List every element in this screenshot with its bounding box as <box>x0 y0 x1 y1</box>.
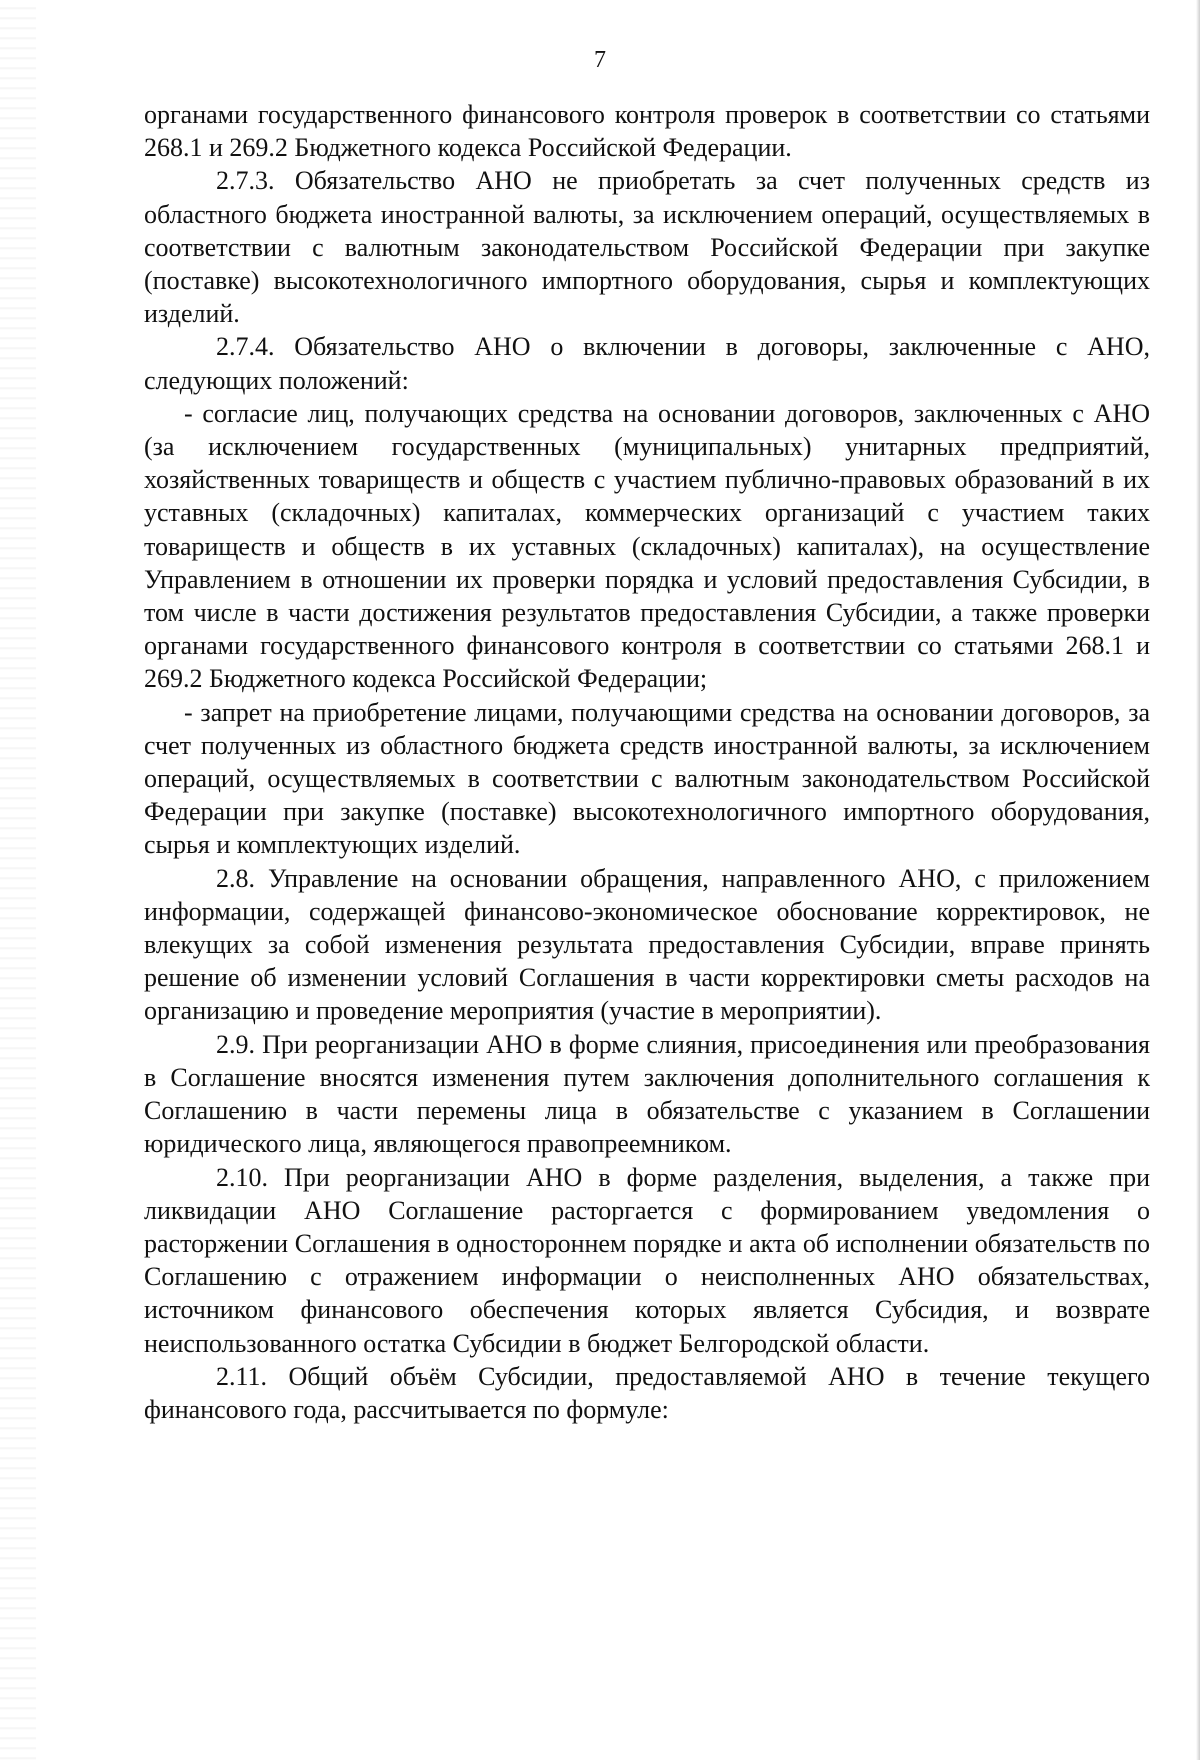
paragraph-continuation: органами государственного финансового контроля проверок в соответствии со статьями 268.1 и 269.2 Бюджетного кодекса Российской Федерации. <box>144 100 1150 163</box>
paragraph-2-9: 2.9. При реорганизации АНО в форме слияния, присоединения или преобразования в Соглашение вносятся изменения путем заключения дополнительного соглашения к Соглашению в части перемены лица в обязательстве с указанием в Соглашении юридического лица, являющегося правопреемником. <box>144 1029 1150 1159</box>
paragraph-2-7-4: 2.7.4. Обязательство АНО о включении в договоры, заключенные с АНО, следующих положений: <box>144 332 1150 395</box>
list-item-prohibition: - запрет на приобретение лицами, получающими средства на основании договоров, за счет полученных из областного бюджета средств иностранной валюты, за исключением операций, осуществляемых в соответствии с валютным законодательством Российской Федерации при закупке (поставке) высокотехнологичного импортного оборудования, сырья и комплектующих изделий. <box>144 697 1150 860</box>
page-number: 7 <box>594 47 606 73</box>
paragraph-2-11: 2.11. Общий объём Субсидии, предоставляемой АНО в течение текущего финансового года, рассчитывается по формуле: <box>144 1361 1150 1424</box>
list-item-consent: - согласие лиц, получающих средства на основании договоров, заключенных с АНО (за исключением государственных (муниципальных) унитарных предприятий, хозяйственных товариществ и обществ с участием публично-правовых образований в их уставных (складочных) капиталах, коммерческих организаций с участием таких товариществ и обществ в их уставных (складочных) капиталах), на осуществление Управлением в отношении их проверки порядка и условий предоставления Субсидии, в том числе в части достижения результатов предоставления Субсидии, а также проверки органами государственного финансового контроля в соответствии со статьями 268.1 и 269.2 Бюджетного кодекса Российской Федерации; <box>144 398 1150 694</box>
paragraph-2-10: 2.10. При реорганизации АНО в форме разделения, выделения, а также при ликвидации АНО Соглашение расторгается с формированием уведомления о расторжении Соглашения в одностороннем порядке и акта об исполнении обязательств по Соглашению с отражением информации о неисполненных АНО обязательствах, источником финансового обеспечения которых является Субсидия, и возврате неиспользованного остатка Субсидии в бюджет Белгородской области. <box>144 1162 1150 1358</box>
scan-edge-noise <box>0 0 36 1760</box>
paragraph-2-8: 2.8. Управление на основании обращения, направленного АНО, с приложением информации, содержащей финансово-экономическое обоснование корректировок, не влекущих за собой изменения результата предоставления Субсидии, вправе принять решение об изменении условий Соглашения в части корректировки сметы расходов на организацию и проведение мероприятия (участие в мероприятии). <box>144 863 1150 1026</box>
paragraph-2-7-3: 2.7.3. Обязательство АНО не приобретать за счет полученных средств из областного бюджета иностранной валюты, за исключением операций, осуществляемых в соответствии с валютным законодательством Российской Федерации при закупке (поставке) высокотехнологичного импортного оборудования, сырья и комплектующих изделий. <box>144 166 1150 329</box>
scan-right-edge <box>1196 0 1200 1760</box>
